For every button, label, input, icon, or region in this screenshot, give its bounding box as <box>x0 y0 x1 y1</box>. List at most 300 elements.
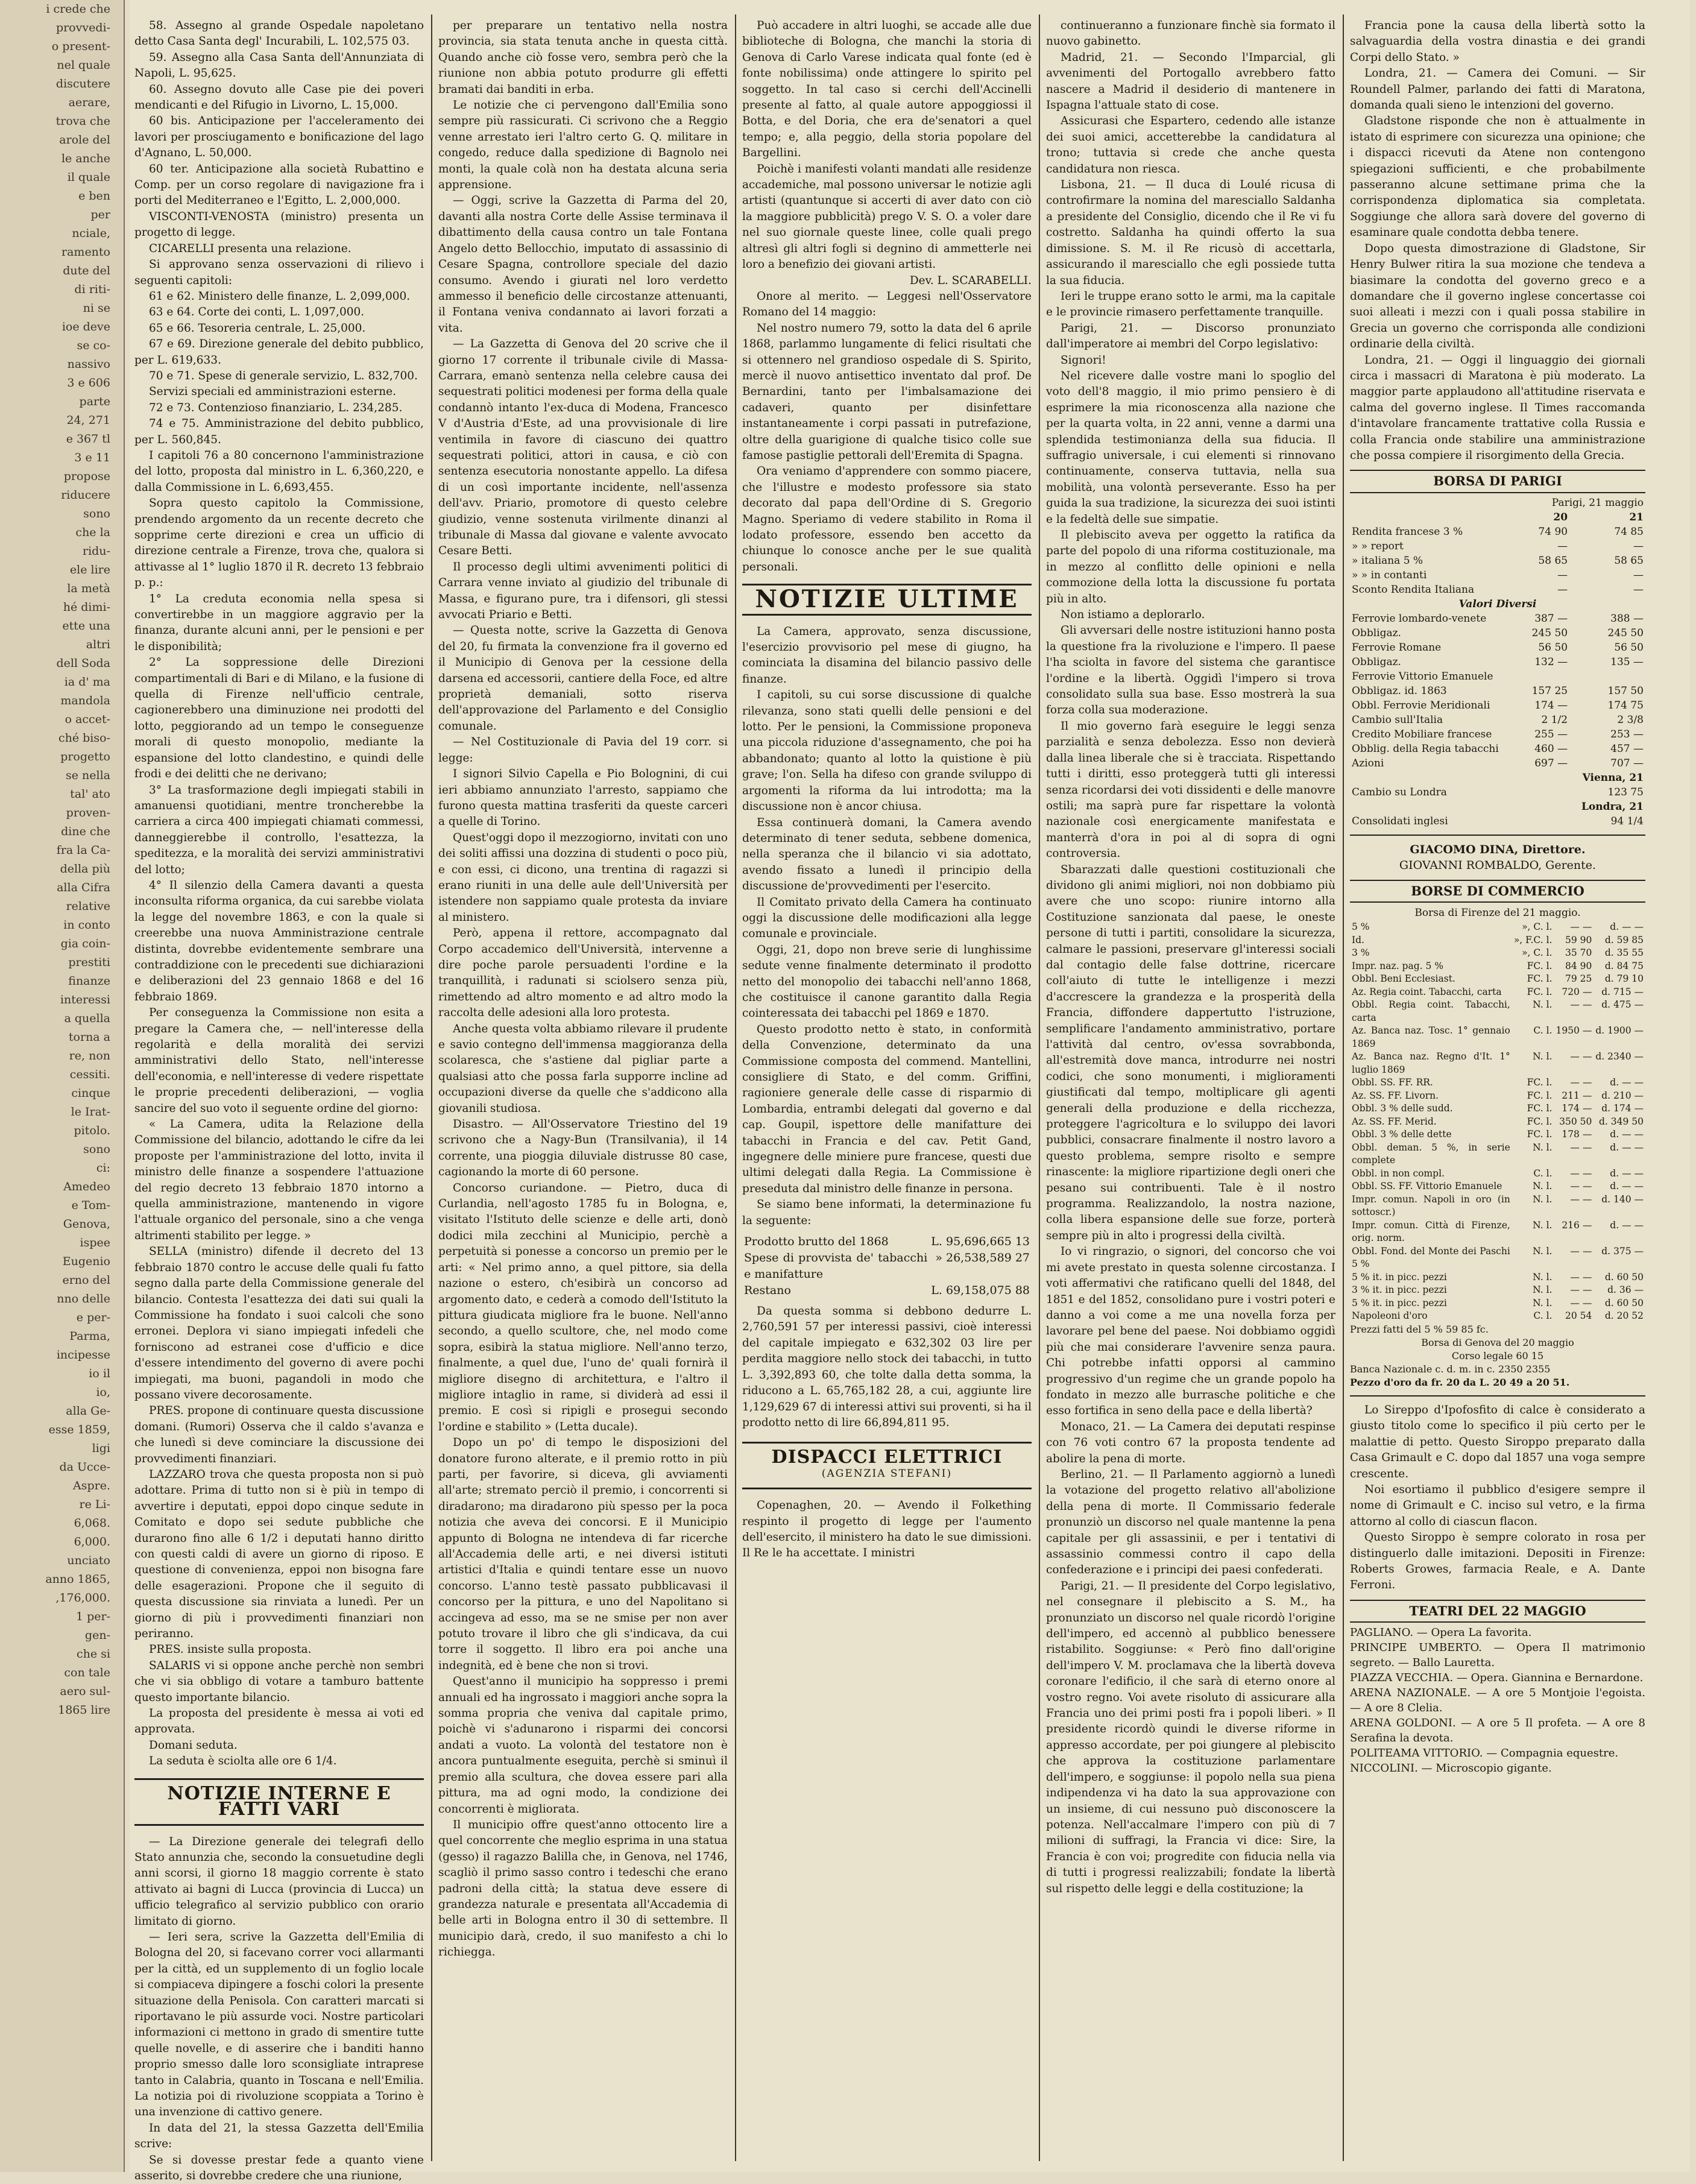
table-cell: d. 59 85 <box>1594 934 1645 947</box>
table-cell: 79 25 <box>1554 973 1594 986</box>
paragraph: PRES. propone di continuare questa discussione domani. (Rumori) Osserva che il caldo s'avanza e che lunedì si deve cominciare la discussione dei provvedimenti finanziari. <box>134 1403 424 1467</box>
table-cell: 350 50 <box>1554 1116 1594 1129</box>
table-row <box>1350 582 1645 597</box>
paragraph: Il municipio offre quest'anno ottocento lire a quel concorrente che meglio esprima in una statua (gesso) il ragazzo Balilla che, in Genova, nel 1746, scagliò il primo sasso contro i tedeschi che erano padroni della città; la statua deve essere di grandezza naturale e presentata all'Accademia di belle arti in Bologna entro il 30 di settembre. Il municipio darà, credo, il suo manifesto a chi lo richiegga. <box>438 1817 728 1961</box>
paragraph: Da questa somma si debbono dedurre L. 2,760,591 57 per interessi passivi, cioè interessi del capitale impiegato e 632,302 03 lire per perdita maggiore nello stock dei tabacchi, in tutto L. 3,392,893 60, che tolte dalla detta somma, la riducono a L. 65,765,182 28, a cui, aggiunte lire 1,129,629 67 di interessi attivi sui proventi, si ha il prodotto netto di lire 66,894,811 95. <box>742 1304 1032 1431</box>
table-cell: 20 54 <box>1554 1310 1594 1323</box>
gutter-fragment: ,176,000. <box>0 1589 124 1608</box>
borsa-genova: Borsa di Genova del 20 maggio <box>1350 1336 1645 1349</box>
table-row <box>1350 611 1645 626</box>
gutter-fragment: discutere <box>0 75 124 93</box>
paragraph: Madrid, 21. — Secondo l'Imparcial, gli avvenimenti del Portogallo avrebbero fatto nascere a Madrid il desiderio di mantenere in Ispagna l'attuale stato di cose. <box>1046 50 1335 114</box>
paragraph: Francia pone la causa della libertà sotto la salvaguardia della vostra dinastia e dei grandi Corpi dello Stato. » <box>1350 18 1645 66</box>
table-row <box>1350 1102 1645 1116</box>
gutter-fragment: della più <box>0 860 124 879</box>
ledger-row <box>742 1234 1032 1250</box>
paragraph: 70 e 71. Spese di generale servizio, L. 832,700. <box>134 368 424 384</box>
gutter-fragment: ligi <box>0 1439 124 1458</box>
gutter-fragment: prestiti <box>0 953 124 972</box>
table-cell <box>1350 510 1524 525</box>
table-cell: d. — — <box>1594 1180 1645 1193</box>
table-cell: Vienna, 21 <box>1569 771 1645 785</box>
table-cell: Obbl. Ferrovie Meridionali <box>1350 698 1524 713</box>
table-cell: — <box>1524 539 1569 554</box>
table-cell: d. 60 50 <box>1594 1271 1645 1284</box>
gutter-fragment: mandola <box>0 692 124 710</box>
table-cell: Londra, 21 <box>1569 800 1645 814</box>
borse-footer <box>1350 1323 1645 1389</box>
table-row <box>1350 1310 1645 1323</box>
table-row <box>1350 934 1645 947</box>
paragraph: Signori! <box>1046 353 1335 368</box>
paragraph: Essa continuerà domani, la Camera avendo determinato di tener seduta, sebbene domenica, nella speranza che il bilancio vi sia adottato, avendo fissato a lunedì il principio della discussione de'provvedimenti per l'esercito. <box>742 815 1032 895</box>
gutter-fragment: nassivo <box>0 355 124 374</box>
paragraph: Poichè i manifesti volanti mandati alle residenze accademiche, mal possono universar le notizie agli artisti (quantunque si accerti di aver dato con ciò la maggiore pubblicità) prego V. S. O. a voler dare nel suo giornale queste linee, colle quali prego altresì gli altri fogli si degnino di ammetterle nei loro a benefizio dei giovani artisti. <box>742 162 1032 273</box>
paragraph: — La Direzione generale dei telegrafi dello Stato annunzia che, secondo la consuetudine degli anni scorsi, il giorno 18 maggio corrente è stato attivato ai bagni di Lucca (provincia di Lucca) un ufficio telegrafico al servizio pubblico con orario limitato di giorno. <box>134 1834 424 1930</box>
table-cell: 178 — <box>1554 1128 1594 1141</box>
table-cell: 174 — <box>1554 1102 1594 1116</box>
table-cell: Obbl. SS. FF. RR. <box>1350 1076 1512 1090</box>
banca-nazionale: Banca Nazionale c. d. m. in c. 2350 2355 <box>1350 1363 1645 1376</box>
gutter-fragment: ramento <box>0 243 124 262</box>
paragraph: Questo prodotto netto è stato, in conformità della Convenzione, determinato da una Commissione composta del commend. Mantellini, consigliere di Stato, e del comm. Griffini, ragioniere generale delle casse di risparmio di Lombardia, entrambi delegati dal governo e dal cap. Goupil, ispettore delle manifatture dei tabacchi in Francia e del cav. Petit Gand, ingegnere delle miniere pure francese, questi due ultimi delegati dalla Regia. La Commissione è preseduta dal ministro delle finanze in persona. <box>742 1022 1032 1197</box>
table-row <box>1350 1284 1645 1297</box>
paragraph: I capitoli 76 a 80 concernono l'amministrazione del lotto, proposta dal ministro in L. 6,360,220, e dalla Commissione in L. 6,693,455. <box>134 448 424 496</box>
table-cell: d. 2340 — <box>1594 1050 1645 1076</box>
dispacci-londra <box>1350 18 1645 464</box>
table-row <box>1350 921 1645 934</box>
gutter-fragment: se co- <box>0 336 124 355</box>
table-cell: d. — — <box>1594 1167 1645 1181</box>
table-row <box>1350 525 1645 539</box>
dispacci-text <box>742 1498 1032 1562</box>
paragraph: Se si dovesse prestar fede a quanto viene asserito, si dovrebbe credere che una riunione, <box>134 2153 424 2184</box>
table-cell: Obbl. Beni Ecclesiast. <box>1350 973 1512 986</box>
divider <box>1350 1395 1645 1397</box>
table-cell: 157 50 <box>1569 684 1645 698</box>
paragraph: 65 e 66. Tesoreria centrale, L. 25,000. <box>134 321 424 336</box>
paragraph: Non istiamo a deplorarlo. <box>1046 607 1335 623</box>
column-4 <box>1046 18 1335 2153</box>
table-row <box>1350 727 1645 742</box>
table-row <box>1350 496 1645 510</box>
gutter-fragment: trova che <box>0 112 124 131</box>
gutter-fragment: e ben <box>0 187 124 206</box>
gutter-fragment: riducere <box>0 486 124 505</box>
gutter-fragment: o present- <box>0 37 124 56</box>
table-cell: 3 % it. in picc. pezzi <box>1350 1284 1512 1297</box>
table-cell: d. — — <box>1594 1076 1645 1090</box>
table-cell: d. 60 50 <box>1594 1297 1645 1310</box>
teatro-item: ARENA NAZIONALE. — A ore 5 Montjoie l'egoista. — A ore 8 Clelia. <box>1350 1685 1645 1715</box>
gutter-fragment: sono <box>0 1140 124 1159</box>
gutter-fragment: 1 per- <box>0 1608 124 1626</box>
gutter-fragment: esse 1859, <box>0 1421 124 1439</box>
column-2 <box>438 18 728 2153</box>
table-cell: 58 65 <box>1524 554 1569 568</box>
pezzo-oro: Pezzo d'oro da fr. 20 da L. 20 49 a 20 51. <box>1350 1376 1645 1389</box>
gutter-fragment: tal' ato <box>0 785 124 804</box>
table-cell: 255 — <box>1524 727 1569 742</box>
gutter-fragment: Genova, <box>0 1215 124 1234</box>
table-row <box>1350 1024 1645 1050</box>
table-cell: d. 174 — <box>1594 1102 1645 1116</box>
table-cell: — — <box>1554 1284 1594 1297</box>
table-cell: C. l. <box>1512 1024 1554 1050</box>
table-cell: N. l. <box>1512 1050 1554 1076</box>
table-row <box>1350 626 1645 640</box>
prezzi-fatti: Prezzi fatti del 5 % 59 85 fc. <box>1350 1323 1645 1336</box>
gutter-fragment: Parma, <box>0 1327 124 1346</box>
gutter-fragment: anno 1865, <box>0 1570 124 1589</box>
paragraph: Questo Siroppo è sempre colorato in rosa per distinguerlo dalle imitazioni. Depositi in Firenze: Roberts Growes, farmacia Reale, e A. Dante Ferroni. <box>1350 1530 1645 1594</box>
cronaca-text <box>438 18 728 1961</box>
gutter-fragment: hé dimi- <box>0 598 124 617</box>
table-cell: 59 90 <box>1554 934 1594 947</box>
table-cell: N. l. <box>1512 1297 1554 1310</box>
table-row <box>1350 698 1645 713</box>
table-cell: Az. SS. FF. Livorn. <box>1350 1090 1512 1103</box>
table-cell <box>1524 669 1569 684</box>
table-row <box>1350 742 1645 756</box>
paragraph: La seduta è sciolta alle ore 6 1/4. <box>134 1753 424 1769</box>
table-row <box>1350 1167 1645 1181</box>
table-row <box>1350 1090 1645 1103</box>
paragraph: Berlino, 21. — Il Parlamento aggiornò a lunedì la votazione del progetto relativo all'abolizione della pena di morte. Il Commissario federale pronunziò un discorso nel quale mantenne la pena capitale per gli assassinii, e per i tentativi di assassinio commessi contro il capo della confederazione e i principi dei paesi confederati. <box>1046 1467 1335 1579</box>
table-cell: Azioni <box>1350 756 1524 771</box>
gutter-fragment: aerare, <box>0 93 124 112</box>
table-row <box>1350 669 1645 684</box>
table-cell: Obbl. Fond. del Monte dei Paschi 5 % <box>1350 1245 1512 1271</box>
table-cell: C. l. <box>1512 1167 1554 1181</box>
table-cell: — — <box>1554 1167 1594 1181</box>
paragraph: Nel ricevere dalle vostre mani lo spoglio del voto dell'8 maggio, il mio primo pensiero è di esprimere la mia riconoscenza alla nazione che per la quarta volta, in 22 anni, venne a darmi una splendida testimonianza della sua fiducia. Il suffragio universale, i cui elementi si rinnovano continuamente, conserva tuttavia, nella sua mobilità, una volontà perseverante. Esso ha per guida la sua tradizione, la sicurezza dei suoi istinti e la fedeltà delle sue simpatie. <box>1046 368 1335 528</box>
teatro-item: PIAZZA VECCHIA. — Opera. Giannina e Bernardone. <box>1350 1670 1645 1685</box>
ledger-label: Prodotto brutto del 1868 <box>742 1234 929 1250</box>
table-cell <box>1350 771 1524 785</box>
table-cell: — <box>1569 568 1645 582</box>
table-cell: 211 — <box>1554 1090 1594 1103</box>
paragraph: Dopo un po' di tempo le disposizioni del donatore furono alterate, e il premio rotto in più parti, per favorire, si diceva, gli avviamenti all'arte; stremato perciò il premio, i concorrenti si diradarono; ma diradarono più spesso per la poca notizia che aveva dei concorsi. E il Municipio appunto di Bologna ne intendeva di far ricerche all'Accademia delle arti, e nei diversi istituti artistici d'Italia e quindi tentare esse un nuovo concorso. L'anno testè passato pubblicavasi il concorso per la pittura, e uno del Napolitano si accingeva ad esso, ma se ne smise per non aver potuto trovare il libro che gli s'indicava, da cui torre il soggetto. Il libro era poi anche una indegnità, ed è bene che non si trovi. <box>438 1435 728 1674</box>
table-cell: C. l. <box>1512 1310 1554 1323</box>
paragraph: 60 bis. Anticipazione per l'acceleramento dei lavori per prosciugamento e bonificazione del lago d'Agnano, L. 50,000. <box>134 113 424 161</box>
teatri-title: TEATRI DEL 22 MAGGIO <box>1350 1600 1645 1623</box>
table-row <box>1350 986 1645 999</box>
gutter-fragment: io il <box>0 1365 124 1383</box>
ledger-label: Restano <box>742 1283 929 1299</box>
gutter-fragment: le anche <box>0 150 124 168</box>
gutter-fragment: in conto <box>0 916 124 935</box>
table-row <box>1350 999 1645 1024</box>
table-cell: 697 — <box>1524 756 1569 771</box>
table-cell: N. l. <box>1512 1284 1554 1297</box>
table-cell: FC. l. <box>1512 960 1554 973</box>
table-cell: — — <box>1554 1297 1594 1310</box>
paragraph: Anche questa volta abbiamo rilevare il prudente e savio contegno dell'immensa maggioranza della scolaresca, che s'astiene dal pigliar parte a qualsiasi atto che possa farla supporre incline ad occupazioni diverse da quelle che s'addicono alla giovanili studiosa. <box>438 1021 728 1117</box>
notizie-interne-text <box>134 1834 424 2184</box>
paragraph: 59. Assegno alla Casa Santa dell'Annunziata di Napoli, L. 95,625. <box>134 50 424 82</box>
gutter-fragment: e Tom- <box>0 1196 124 1215</box>
table-cell: 1950 — <box>1554 1024 1594 1050</box>
paragraph: PRES. insiste sulla proposta. <box>134 1642 424 1658</box>
table-cell: Az. Banca naz. Regno d'It. 1° luglio 1869 <box>1350 1050 1512 1076</box>
table-cell: d. 475 — <box>1594 999 1645 1024</box>
table-row <box>1350 684 1645 698</box>
table-cell: — — <box>1554 1141 1594 1167</box>
table-cell: Az. Regia coint. Tabacchi, carta <box>1350 986 1512 999</box>
gutter-fragment: la metà <box>0 579 124 598</box>
table-subheading: Valori Diversi <box>1350 597 1645 611</box>
table-row <box>1350 1271 1645 1284</box>
table-cell: N. l. <box>1512 999 1554 1024</box>
dispacci-source: (AGENZIA STEFANI) <box>742 1466 1032 1482</box>
paragraph: SALARIS vi si oppone anche perchè non sembri che vi sia obbligo di votare a tamburo battente questo importante bilancio. <box>134 1658 424 1706</box>
table-cell: 56 50 <box>1524 640 1569 655</box>
gutter-fragment: cessiti. <box>0 1065 124 1084</box>
table-cell: Consolidati inglesi <box>1350 814 1524 828</box>
table-cell: d. 140 — <box>1594 1193 1645 1219</box>
ledger-value: L. 69,158,075 88 <box>929 1283 1032 1299</box>
table-row <box>1350 1050 1645 1076</box>
paragraph: Si approvano senza osservazioni di rilievo i seguenti capitoli: <box>134 257 424 289</box>
paragraph: Però, appena il rettore, accompagnato dal Corpo accademico dell'Università, intervenne a dire poche parole persuadenti l'ordine e la tranquillità, i radunati si sciolsero senza più, rimettendo ad altro momento e ad altro modo la raccolta delle adesioni alla loro protesta. <box>438 926 728 1021</box>
table-cell: d. — — <box>1594 1219 1645 1245</box>
paragraph: Parigi, 21. — Discorso pronunziato dall'imperatore ai membri del Corpo legislativo: <box>1046 321 1335 353</box>
gutter-fragment: parte <box>0 393 124 411</box>
paragraph: per preparare un tentativo nella nostra provincia, sia stata tenuta anche in questa città. Quando anche ciò fosse vero, sembra però che la riunione non abbia potuto produrre gli effetti bramati dai banditi in erba. <box>438 18 728 98</box>
table-cell: Az. SS. FF. Merid. <box>1350 1116 1512 1129</box>
table-row <box>1350 1297 1645 1310</box>
paragraph: Lo Sireppo d'Ipofosfito di calce è considerato a giusto titolo come lo specifico il più certo per le malattie di petto. Questo Siroppo preparato dalla Casa Grimault e C. dopo dal 1857 una voga sempre crescente. <box>1350 1403 1645 1482</box>
gutter-fragment: 3 e 606 <box>0 374 124 393</box>
table-cell: 388 — <box>1569 611 1645 626</box>
paragraph: « La Camera, udita la Relazione della Commissione del bilancio, adottando le cifre da lei proposte per l'amministrazione del lotto, invita il ministro delle finanze a sospendere l'attuazione del regio decreto 13 febbraio 1870 intorno a quella amministrazione, mantenendo in vigore l'attuale organico del personale, sino a che venga altrimenti stabilito per legge. » <box>134 1117 424 1244</box>
gutter-fragment: finanze <box>0 972 124 991</box>
column-rule <box>431 14 432 2161</box>
gutter-fragment: con tale <box>0 1664 124 1682</box>
gutter-fragment: 24, 271 <box>0 411 124 430</box>
ledger-value: L. 95,696,665 13 <box>929 1234 1032 1250</box>
gutter-fragment: 1865 lire <box>0 1701 124 1720</box>
table-cell: Ferrovie lombardo-venete <box>1350 611 1524 626</box>
paragraph: SELLA (ministro) difende il decreto del 13 febbraio 1870 contro le accuse delle quali fu fatto segno dalla parte della Commissione generale del bilancio. Contesta l'esattezza dei dati sui quali la Commissione ha fondato i suoi calcoli che sono erronei. Deplora vi siano impiegati infedeli che forniscono ad estranei cose d'ufficio e dice d'essere intendimento del governo di avere pochi impiegati, ma buoni, pagandoli in modo che possano vivere decorosamente. <box>134 1244 424 1403</box>
paragraph: 60. Assegno dovuto alle Case pie dei poveri mendicanti e del Rifugio in Livorno, L. 15,000. <box>134 82 424 114</box>
table-cell: N. l. <box>1512 1141 1554 1167</box>
paragraph: Dopo questa dimostrazione di Gladstone, Sir Henry Bulwer ritira la sua mozione che tendeva a biasimare la condotta del governo greco e a domandare che il governo inglese concertasse coi suoi alleati i mezzi con i quali possa stabilire in Grecia un governo che corrisponda alle condizioni ordinarie della civiltà. <box>1350 241 1645 353</box>
table-row <box>1350 510 1645 525</box>
table-row <box>1350 568 1645 582</box>
column-5 <box>1350 18 1645 2153</box>
table-cell <box>1350 800 1524 814</box>
paragraph: I signori Silvio Capella e Pio Bolognini, di cui ieri abbiamo annunziato l'arresto, sappiamo che furono questa mattina trasferiti da queste carceri a quelle di Torino. <box>438 766 728 830</box>
paragraph: 1° La creduta economia nella spesa si convertirebbe in un maggiore aggravio per la finanza, durante alcuni anni, per le pensioni e per le disponibilità; <box>134 592 424 655</box>
table-row <box>1350 1193 1645 1219</box>
table-cell: 74 90 <box>1524 525 1569 539</box>
gutter-fragment: 6,068. <box>0 1514 124 1533</box>
teatro-item: ARENA GOLDONI. — A ore 5 Il profeta. — A ore 8 Serafina la devota. <box>1350 1715 1645 1746</box>
ledger-row <box>742 1250 1032 1283</box>
paragraph: 72 e 73. Contenzioso finanziario, L. 234,285. <box>134 400 424 416</box>
siroppo-advertisement <box>1350 1403 1645 1594</box>
teatri-list <box>1350 1625 1645 1776</box>
table-cell: — <box>1524 582 1569 597</box>
ledger-value: » 26,538,589 27 <box>929 1250 1032 1283</box>
gutter-fragment: fra la Ca- <box>0 841 124 860</box>
gutter-fragment: altri <box>0 636 124 654</box>
paragraph: Sopra questo capitolo la Commissione, prendendo argomento da un recente decreto che sopprime certe direzioni e crea un ufficio di direzione centrale a Firenze, trova che, qualora si attivasse al 1° luglio 1870 il R. decreto 13 febbraio p. p.: <box>134 496 424 591</box>
letter-signature: Dev. L. SCARABELLI. <box>742 273 1032 289</box>
table-cell: », F.C. l. <box>1512 934 1554 947</box>
table-cell: 5 % it. in picc. pezzi <box>1350 1271 1512 1284</box>
paragraph: Servizi speciali ed amministrazioni esterne. <box>134 384 424 400</box>
table-cell: — — <box>1554 1271 1594 1284</box>
column-1 <box>134 18 424 2153</box>
paragraph: Noi esortiamo il pubblico d'esigere sempre il nome di Grimault e C. inciso sul vetro, e la firma attorno al collo di ciascun flacon. <box>1350 1482 1645 1530</box>
table-row <box>1350 1180 1645 1193</box>
table-cell: Obblig. della Regia tabacchi <box>1350 742 1524 756</box>
paragraph: 3° La trasformazione degli impiegati stabili in amanuensi quotidiani, mentre troncherebbe la carriera a circa 400 impiegati chiamati commessi, danneggierebbe il controllo, l'esattezza, la speditezza, e la moralità dei servizi amministrativi del lotto; <box>134 783 424 878</box>
borsa-parigi-table <box>1350 496 1645 828</box>
table-cell: d. 36 — <box>1594 1284 1645 1297</box>
table-row <box>1350 1116 1645 1129</box>
tabacchi-ledger <box>742 1234 1032 1299</box>
gutter-fragment: che si <box>0 1645 124 1664</box>
table-cell <box>1350 496 1524 510</box>
gutter-fragment: i crede che <box>0 0 124 19</box>
gutter-fragment: a quella <box>0 1009 124 1028</box>
table-cell: 35 70 <box>1554 947 1594 960</box>
gutter-fragment: ele lire <box>0 561 124 579</box>
gutter-fragment: se nella <box>0 766 124 785</box>
gutter-fragment: pitolo. <box>0 1122 124 1140</box>
table-cell: » italiana 5 % <box>1350 554 1524 568</box>
paragraph: Ieri le truppe erano sotto le armi, ma la capitale e le provincie rimasero perfettamente tranquille. <box>1046 289 1335 321</box>
table-cell: 2 3/8 <box>1569 713 1645 727</box>
letter-text <box>742 18 1032 273</box>
table-cell: 387 — <box>1524 611 1569 626</box>
table-cell: 5 % <box>1350 921 1512 934</box>
paragraph: Gladstone risponde che non è attualmente in istato di esprimere con sicurezza una opinione; che i dispacci ricevuti da Atene non contengono spiegazioni sufficienti, e che probabilmente passeranno alcune settimane prima che la corrispondenza diplomatica sia completata. Soggiunge che allora sarà dovere del governo di esaminare quale condotta debba tenere. <box>1350 113 1645 241</box>
paragraph: La Camera, approvato, senza discussione, l'esercizio provvisorio pel mese di giugno, ha cominciata la disamina del bilancio passivo delle finanze. <box>742 624 1032 688</box>
table-cell <box>1524 771 1569 785</box>
paragraph: Monaco, 21. — La Camera dei deputati respinse con 76 voti contro 67 la proposta tendente ad abolire la pena di morte. <box>1046 1419 1335 1467</box>
table-row <box>1350 1245 1645 1271</box>
gutter-fragment: che la <box>0 523 124 542</box>
newspaper-page <box>130 0 1690 2172</box>
table-cell: N. l. <box>1512 1245 1554 1271</box>
table-cell: Ferrovie Vittorio Emanuele <box>1350 669 1524 684</box>
table-cell: — — <box>1554 921 1594 934</box>
table-cell: N. l. <box>1512 1180 1554 1193</box>
gutter-fragment: sono <box>0 505 124 523</box>
dispacci-title: DISPACCI ELETTRICI <box>742 1450 1032 1465</box>
gutter-fragment: cinque <box>0 1084 124 1103</box>
table-row <box>1350 1141 1645 1167</box>
paragraph: I capitoli, su cui sorse discussione di qualche rilevanza, sono stati quelli delle pensioni e del lotto. Per le pensioni, la Commissione proponeva una piccola riduzione d'assegnamento, che poi ha abbandonato; quanto al lotto la quistione è più grave; l'on. Sella ha difeso con grande sviluppo di argomenti la riforma da lui introdotta; ma la discussione non è ancor chiusa. <box>742 687 1032 815</box>
table-cell <box>1524 785 1569 800</box>
table-cell: — — <box>1554 1076 1594 1090</box>
paragraph: — Questa notte, scrive la Gazzetta di Genova del 20, fu firmata la convenzione fra il governo ed il Municipio di Genova per la cessione della darsena ed accessorii, cantiere della Foce, ed altre proprietà demaniali, sotto riserva dell'approvazione del Parlamento e del Consiglio comunale. <box>438 623 728 734</box>
table-cell: 132 — <box>1524 655 1569 669</box>
paragraph: Parigi, 21. — Il presidente del Corpo legislativo, nel consegnare il plebiscito a S. M., ha pronunziato un discorso nel quale ricordò l'origine dell'impero, ed accennò al pubblico benessere ristabilito. Soggiunse: « Però fino dall'origine dell'impero V. M. proclamava che la libertà doveva coronare l'edificio, il che sarà di eterno onore al vostro regno. Voi avete risoluto di assicurare alla Francia uno dei primi posti fra i popoli liberi. » Il presidente ricordò quindi le diverse riforme in appresso accordate, per poi giungere al plebiscito che approva la costituzione parlamentare dell'impero, e soggiunse: il popolo nella sua piena indipendenza vi ha dato la sua approvazione con un insieme, di cui nessuno può disconoscere la potenza. Nell'accalmare l'impero con più di 7 milioni di suffragi, la Francia vi dice: Sire, la Francia è con voi; progredite con fiducia nella via di tutti i progressi realizzabili; fondate la libertà sul rispetto delle leggi e della costituzione; la <box>1046 1579 1335 1897</box>
table-cell: FC. l. <box>1512 986 1554 999</box>
table-cell: 74 85 <box>1569 525 1645 539</box>
table-cell: 135 — <box>1569 655 1645 669</box>
gutter-fragment: propose <box>0 467 124 486</box>
gutter-fragment: alla Ge- <box>0 1402 124 1421</box>
gutter-fragment: 3 e 11 <box>0 449 124 467</box>
table-cell: — — <box>1554 1245 1594 1271</box>
paragraph: 60 ter. Anticipazione alla società Rubattino e Comp. per un corso regolare di navigazione fra i porti del Mediterraneo e l'Egitto, L. 2,000,000. <box>134 162 424 209</box>
table-cell: FC. l. <box>1512 1102 1554 1116</box>
paragraph: VISCONTI-VENOSTA (ministro) presenta un progetto di legge. <box>134 209 424 241</box>
gutter-fragment: gen- <box>0 1626 124 1645</box>
table-cell: 174 75 <box>1569 698 1645 713</box>
table-cell: 245 50 <box>1524 626 1569 640</box>
gutter-fragment: arole del <box>0 131 124 150</box>
table-cell: — — <box>1554 1050 1594 1076</box>
paragraph: Il mio governo farà eseguire le leggi senza parzialità e senza debolezza. Esso non devierà dalla linea liberale che si è tracciata. Rispettando tutti i diritti, esso proteggerà tutti gli interessi senza ricordarsi dei voti dissidenti e delle manovre ostili; ma saprà pure far rispettare la volontà nazionale così energicamente manifestata e manterrà d'ora in poi al di sopra di ogni controversia. <box>1046 719 1335 862</box>
table-row <box>1350 1076 1645 1090</box>
paragraph: 63 e 64. Corte dei conti, L. 1,097,000. <box>134 305 424 320</box>
table-row <box>1350 947 1645 960</box>
table-cell: 460 — <box>1524 742 1569 756</box>
table-cell: 157 25 <box>1524 684 1569 698</box>
gutter-fragment: re Li- <box>0 1495 124 1514</box>
paragraph: Può accadere in altri luoghi, se accade alle due biblioteche di Bologna, che manchi la storia di Genova di Carlo Varese indicata qual fonte (ed è fonte nobilissima) onde attingere lo spirito pel soggetto. In tal caso si cerchi dell'Accinelli presente al fatto, al quale autore appoggiossi il Botta, e del Doria, che era de'senatori a quel tempo; e, alla peggio, della storia popolare del Bargellini. <box>742 18 1032 162</box>
table-cell: Obbligaz. <box>1350 655 1524 669</box>
table-cell: — — <box>1554 999 1594 1024</box>
gutter-fragment: ché biso- <box>0 729 124 748</box>
table-cell: d. 35 55 <box>1594 947 1645 960</box>
headline-notizie-ultime: NOTIZIE ULTIME <box>742 584 1032 615</box>
teatro-item: NICCOLINI. — Microscopio gigante. <box>1350 1761 1645 1776</box>
onore-al-merito <box>742 289 1032 575</box>
table-cell <box>1569 669 1645 684</box>
paragraph: — La Gazzetta di Genova del 20 scrive che il giorno 17 corrente il tribunale civile di Massa-Carrara, emanò sentenza nella celebre causa dei sequestrati politici modenesi per forma della quale condannò intanto l'ex-duca di Modena, Francesco V d'Austria d'Este, ad una provvisionale di lire ventimila in favore di ciascuno dei quattro sequestrati politici, attori in causa, e ciò con sentenza esecutoria nonostante appello. La difesa di un così importante incidente, nell'assenza dell'avv. Priario, promotore di questo celebre giudizio, venne sostenuta virilmente dinanzi al tribunale di Massa dal giovane e valente avvocato Cesare Betti. <box>438 336 728 560</box>
gutter-fragment: dine che <box>0 822 124 841</box>
table-row <box>1350 539 1645 554</box>
table-row <box>1350 640 1645 655</box>
table-cell: », C. l. <box>1512 947 1554 960</box>
ledger-row <box>742 1283 1032 1299</box>
gutter-fragment: ispee <box>0 1234 124 1252</box>
table-cell: d. 84 75 <box>1594 960 1645 973</box>
borsa-parigi-title: BORSA DI PARIGI <box>1350 470 1645 493</box>
table-cell: 457 — <box>1569 742 1645 756</box>
column-3 <box>742 18 1032 2153</box>
paragraph: In data del 21, la stessa Gazzetta dell'Emilia scrive: <box>134 2121 424 2153</box>
gutter-fragment: e per- <box>0 1308 124 1327</box>
table-cell: 21 <box>1569 510 1645 525</box>
gutter-fragment: proven- <box>0 804 124 822</box>
gutter-fragment: per <box>0 206 124 224</box>
paragraph: Le notizie che ci pervengono dall'Emilia sono sempre più rassicurati. Ci scrivono che a Reggio venne arrestato ieri l'altro certo G. Q. militare in congedo, reduce dalla spedizione di Bagnolo nei monti, la quale colà non ha destata alcuna seria apprensione. <box>438 98 728 193</box>
headline-notizie-interne: NOTIZIE INTERNE E FATTI VARI <box>134 1778 424 1826</box>
gutter-fragment: o accet- <box>0 710 124 729</box>
table-cell: d. — — <box>1594 921 1645 934</box>
table-cell: 84 90 <box>1554 960 1594 973</box>
table-cell: 5 % it. in picc. pezzi <box>1350 1297 1512 1310</box>
gutter-fragment: le Irat- <box>0 1103 124 1122</box>
paragraph: Se siamo bene informati, la determinazione fu la seguente: <box>742 1197 1032 1229</box>
gutter-fragment: interessi <box>0 991 124 1009</box>
table-cell: » » in contanti <box>1350 568 1524 582</box>
table-cell: d. 210 — <box>1594 1090 1645 1103</box>
gutter-fragment: aero sul- <box>0 1682 124 1701</box>
table-cell: d. 79 10 <box>1594 973 1645 986</box>
gutter-fragment: progetto <box>0 748 124 766</box>
